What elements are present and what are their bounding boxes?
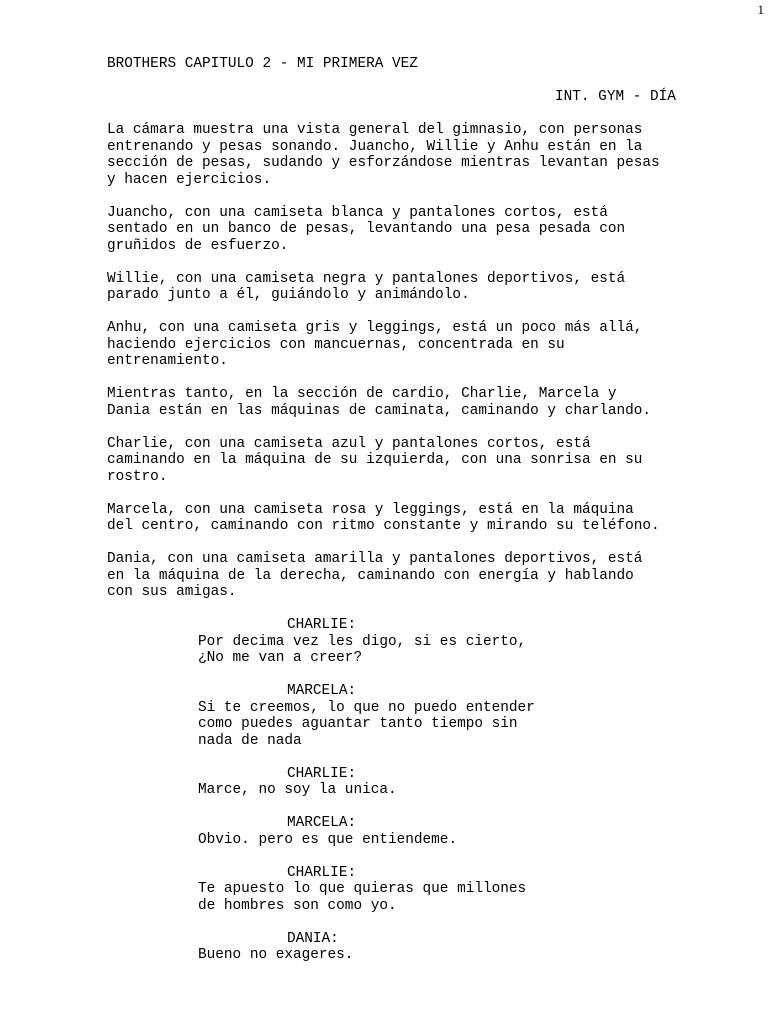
dialogue-line: como puedes aguantar tanto tiempo sin — [198, 716, 518, 732]
action-paragraph — [107, 271, 707, 304]
character-name: CHARLIE: — [287, 765, 357, 782]
action-line: Marcela, con una camiseta rosa y leggings, está en la máquina — [107, 501, 634, 518]
dialogue-line: Obvio. pero es que entiendeme. — [198, 831, 458, 848]
action-line: parado junto a él, guiándolo y animándolo. — [107, 287, 470, 303]
dialogue-block — [107, 617, 707, 667]
scene-heading: INT. GYM - DÍA — [555, 89, 676, 105]
action-line: entrenamiento. — [107, 353, 228, 369]
action-paragraph — [107, 502, 707, 535]
character-name: MARCELA: — [287, 815, 357, 831]
dialogue-line: de hombres son como yo. — [198, 897, 397, 914]
dialogue-block — [107, 931, 707, 964]
action-paragraph — [107, 205, 707, 255]
action-paragraph — [107, 386, 707, 419]
action-line: Charlie, con una camiseta azul y pantalones cortos, está — [107, 435, 591, 452]
action-line: entrenando y pesas sonando. Juancho, Willie y Anhu están en la — [107, 138, 643, 155]
action-line: Willie, con una camiseta negra y pantalones deportivos, está — [107, 270, 626, 287]
page-number: 1 — [757, 2, 764, 17]
action-line: sentado en un banco de pesas, levantando una pesa pesada con — [107, 221, 626, 237]
character-name: MARCELA: — [287, 683, 357, 699]
dialogue-line: ¿No me van a creer? — [198, 650, 363, 666]
dialogue-block — [107, 766, 707, 799]
dialogue-block — [107, 865, 707, 915]
dialogue-block — [107, 815, 707, 848]
script-title: BROTHERS CAPITULO 2 - MI PRIMERA VEZ — [107, 56, 418, 72]
action-line: Juancho, con una camiseta blanca y pantalones cortos, está — [107, 204, 608, 221]
action-line: del centro, caminando con ritmo constante y mirando su teléfono. — [107, 518, 660, 534]
action-line: Mientras tanto, en la sección de cardio, Charlie, Marcela y — [107, 386, 617, 402]
action-paragraph — [107, 551, 707, 601]
action-line: con sus amigas. — [107, 584, 237, 600]
action-paragraph — [107, 122, 707, 188]
dialogue-line: Marce, no soy la unica. — [198, 782, 397, 798]
dialogue-line: Si te creemos, lo que no puedo entender — [198, 699, 535, 716]
action-paragraph — [107, 436, 707, 486]
action-line: Dania están en las máquinas de caminata, caminando y charlando. — [107, 402, 652, 419]
character-name: DANIA: — [287, 930, 339, 947]
action-paragraph — [107, 320, 707, 370]
dialogue-line: Bueno no exageres. — [198, 947, 354, 963]
character-name: CHARLIE: — [287, 617, 357, 633]
action-section — [107, 122, 707, 601]
action-line: y hacen ejercicios. — [107, 171, 272, 188]
action-line: gruñidos de esfuerzo. — [107, 237, 289, 254]
dialogue-line: nada de nada — [198, 732, 302, 749]
action-line: caminando en la máquina de su izquierda, con una sonrisa en su — [107, 452, 643, 468]
action-line: rostro. — [107, 468, 168, 485]
dialogue-block — [107, 683, 707, 749]
screenplay-page — [107, 56, 707, 980]
dialogue-line: Por decima vez les digo, si es cierto, — [198, 633, 527, 650]
action-line: La cámara muestra una vista general del gimnasio, con personas — [107, 122, 643, 138]
action-line: haciendo ejercicios con mancuernas, concentrada en su — [107, 336, 565, 353]
action-line: en la máquina de la derecha, caminando con energía y hablando — [107, 567, 634, 584]
dialogue-line: Te apuesto lo que quieras que millones — [198, 881, 527, 897]
action-line: sección de pesas, sudando y esforzándose mientras levantan pesas — [107, 155, 660, 171]
character-name: CHARLIE: — [287, 864, 357, 881]
dialogue-section — [107, 617, 707, 964]
action-line: Anhu, con una camiseta gris y leggings, está un poco más allá, — [107, 320, 643, 336]
action-line: Dania, con una camiseta amarilla y pantalones deportivos, está — [107, 551, 643, 567]
